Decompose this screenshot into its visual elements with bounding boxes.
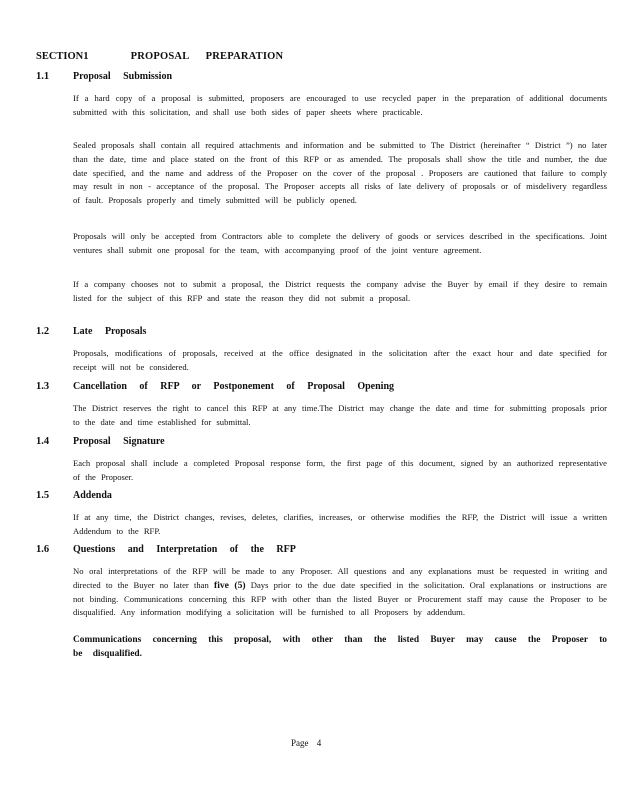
section-heading: [36, 51, 283, 62]
paragraph: If a company chooses not to submit a proposal, the District requests the company advise the Buyer by email if they desire to remain listed for the subject of this RFP and state the reason they did not submit a proposal.: [73, 279, 607, 303]
subsection-number: 1.1: [36, 71, 50, 82]
paragraph: The District reserves the right to cancel this RFP at any time.The District may change the date and time for submitting proposals prior to the date and time established for submittal.: [73, 403, 607, 427]
subsection-number: 1.6: [36, 544, 50, 555]
subsection-number: 1.4: [36, 436, 50, 447]
subsection-title: Questions and Interpretation of the RFP: [73, 544, 296, 555]
paragraph: Proposals, modifications of proposals, received at the office designated in the solicitation after the exact hour and date specified for receipt will not be considered.: [73, 348, 607, 372]
subsection-title: Proposal Submission: [73, 71, 173, 82]
page-number: Page 4: [291, 738, 322, 748]
subsection-title: Late Proposals: [73, 326, 147, 337]
subsection-title: Cancellation of RFP or Postponement of Proposal Opening: [73, 381, 395, 392]
paragraph: Sealed proposals shall contain all required attachments and information and be submitted to The District (hereinafter “ District ”) no later than the date, time and place stated on the front of this RFP or as amended. The proposals shall show the title and number, the due date specified, and the name and address of the Proposer on the cover of the proposal . Proposers are cautioned that failure to comply may result in non - acceptance of the proposal. The Proposer accepts all risks of late delivery of proposals or of misdelivery regardless of fault. Proposals properly and timely submitted will be publicly opened.: [73, 140, 607, 206]
subsection-number: 1.5: [36, 490, 50, 501]
subsection-number: 1.2: [36, 326, 50, 337]
paragraph: Proposals will only be accepted from Contractors able to complete the delivery of goods or services described in the specifications. Joint ventures shall submit one proposal for the team, with accompanying proof of the joint venture agreement.: [73, 231, 607, 255]
paragraph-text: Days prior to the due date specified in the solicitation. Oral explanations or instructions are not binding. Communications concerning this RFP with other than the listed Buyer or Procurement staff may cause the Proposer to be disqualified. Any information modifying a solicitation will be furnished to all Proposers by addendum.: [73, 579, 607, 618]
subsection-title: Addenda: [73, 490, 112, 501]
paragraph: If a hard copy of a proposal is submitted, proposers are encouraged to use recycled paper in the preparation of additional documents submitted with this solicitation, and shall use both sides of paper sheets where practicable.: [73, 93, 607, 117]
paragraph-text: No oral interpretations of the RFP will be made to any Proposer. All questions and any explanations must be requested in writing and directed to the Buyer no later than: [73, 566, 607, 590]
bold-paragraph: Communications concerning this proposal, with other than the listed Buyer may cause the Proposer to be disqualified.: [73, 635, 607, 659]
subsection-title: Proposal Signature: [73, 436, 165, 447]
section-title: PROPOSAL PREPARATION: [130, 51, 284, 62]
paragraph: Each proposal shall include a completed Proposal response form, the first page of this document, signed by an authorized representative of the Proposer.: [73, 458, 607, 482]
section-number: SECTION1: [36, 51, 89, 62]
subsection-number: 1.3: [36, 381, 50, 392]
emphasis-text: five (5): [214, 579, 246, 591]
paragraph: If at any time, the District changes, revises, deletes, clarifies, increases, or otherwise modifies the RFP, the District will issue a written Addendum to the RFP.: [73, 512, 607, 536]
paragraph: [73, 565, 607, 620]
